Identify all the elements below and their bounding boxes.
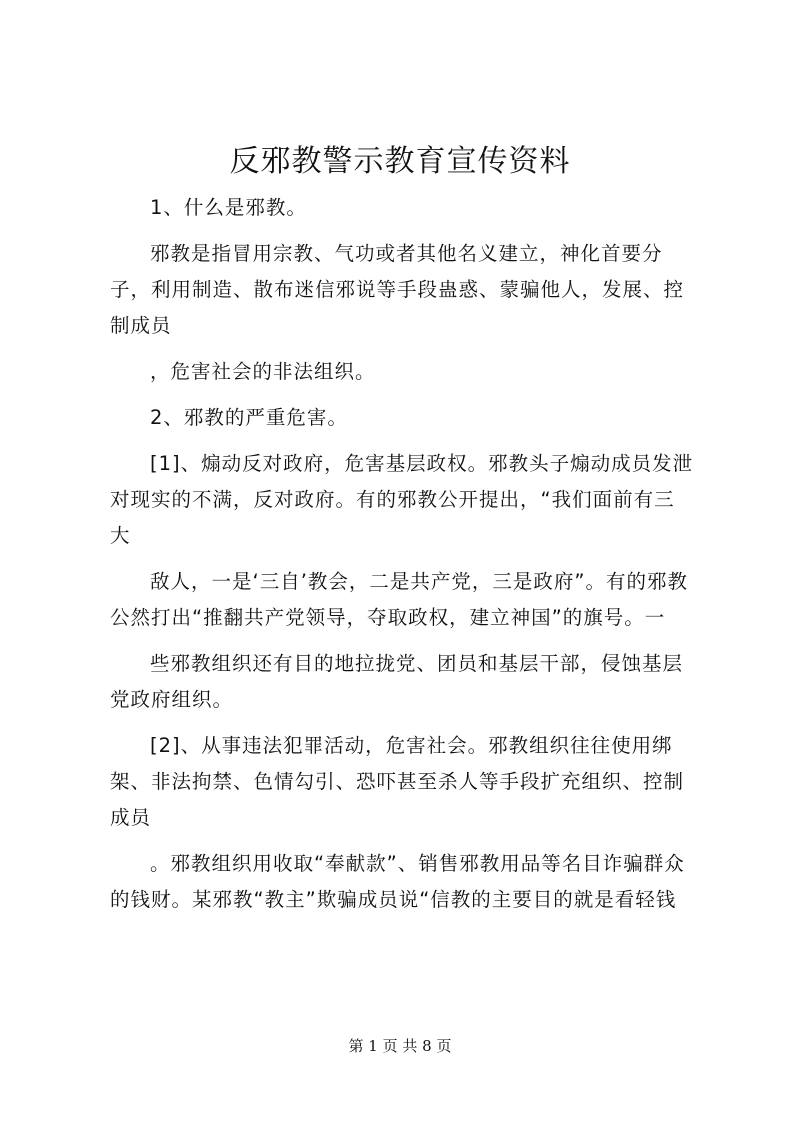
paragraph: 。邪教组织用收取“奉献款”、销售邪教用品等名目诈骗群众的钱财。某邪教“教主”欺骗成员说“信教的主要目的就是看轻钱 <box>110 852 685 911</box>
document-title: 反邪教警示教育宣传资料 <box>229 144 571 179</box>
paragraph: 邪教是指冒用宗教、气功或者其他名义建立，神化首要分子，利用制造、散布迷信邪说等手段蛊惑、蒙骗他人，发展、控制成员 <box>110 242 685 337</box>
paragraph: 2、邪教的严重危害。 <box>150 406 348 429</box>
page-footer: 第 1 页 共 8 页 <box>348 1037 452 1055</box>
paragraph: 些邪教组织还有目的地拉拢党、团员和基层干部，侵蚀基层党政府组织。 <box>110 652 684 711</box>
document-body <box>110 190 694 928</box>
paragraph: 1、什么是邪教。 <box>150 196 307 219</box>
paragraph: [2]、从事违法犯罪活动，危害社会。邪教组织往往使用绑架、非法拘禁、色情勾引、恐吓甚至杀人等手段扩充组织、控制成员 <box>110 734 685 829</box>
paragraph: [1]、煽动反对政府，危害基层政权。邪教头子煽动成员发泄对现实的不满，反对政府。有的邪教公开提出，“我们面前有三大 <box>110 452 694 547</box>
paragraph: ，危害社会的非法组织。 <box>150 360 376 383</box>
paragraph: 敌人，一是‘三自’教会，二是共产党，三是政府”。有的邪教公然打出“推翻共产党领导，夺取政权，建立神国”的旗号。一 <box>110 570 688 629</box>
